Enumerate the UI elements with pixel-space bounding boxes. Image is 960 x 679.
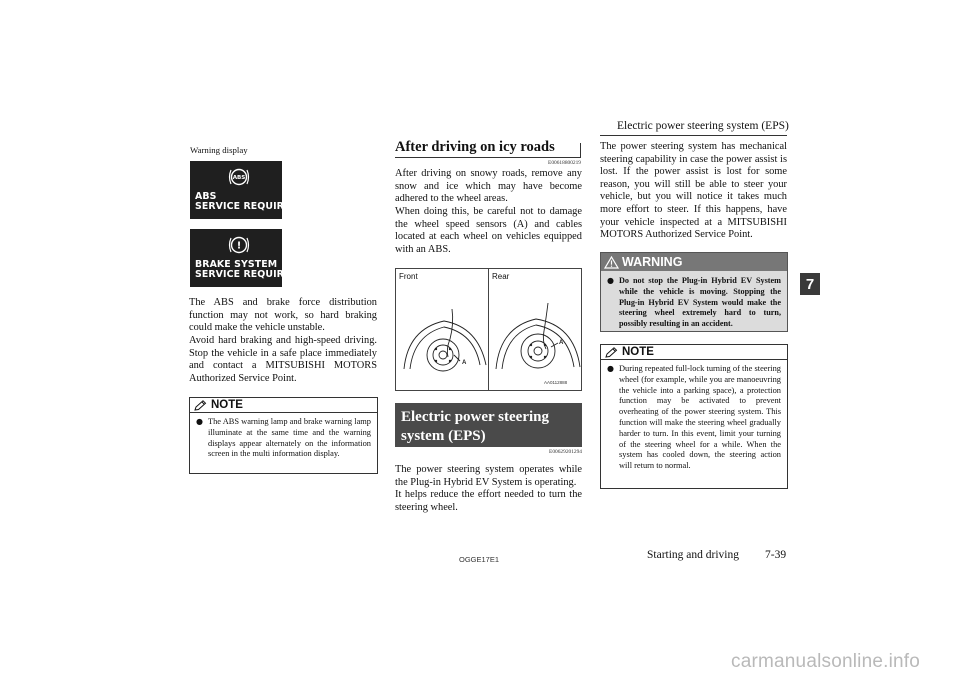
- right-note-box: [600, 344, 788, 489]
- brake-display-line-2: SERVICE REQUIRED: [195, 269, 299, 280]
- note-pencil-icon: [194, 400, 208, 411]
- figure-label-rear: Rear: [492, 272, 510, 281]
- warning-triangle-icon: [604, 256, 619, 269]
- note-pencil-icon: [605, 347, 619, 358]
- note-label: NOTE: [622, 346, 654, 358]
- bullet-icon: ●: [196, 417, 203, 426]
- list-item: [607, 276, 781, 330]
- abs-icon-text: ABS: [232, 175, 245, 182]
- heading-rule-end: [580, 143, 581, 158]
- icy-roads-paragraph-2: When doing this, be careful not to damage the wheel speed sensors (A) and cables located at each wheel on vehicles equipped with an ABS.: [395, 206, 582, 255]
- warning-label: WARNING: [622, 255, 683, 269]
- figure-label-front: Front: [399, 272, 418, 281]
- figure-code: AA0112888: [544, 380, 568, 385]
- bullet-icon: ●: [607, 364, 614, 373]
- brake-warning-lamp-icon: [227, 235, 251, 255]
- note-header: [190, 398, 377, 412]
- wheel-sensor-figure: [395, 268, 582, 391]
- left-note-box: [189, 397, 378, 474]
- note-item-text: The ABS warning lamp and brake warning lamp illuminate at the same time and the warning displays appear alternately on the information screen in the multi information display.: [208, 417, 371, 459]
- figure-callout-a-rear: A: [559, 340, 564, 346]
- abs-warning-display-image: [190, 161, 299, 219]
- abs-display-line-2: SERVICE REQUIRED: [195, 201, 299, 212]
- brake-warning-display-image: [190, 229, 299, 287]
- list-item: [607, 364, 781, 472]
- eps-paragraph-1: The power steering system operates while the Plug-in Hybrid EV System is operating.: [395, 464, 582, 488]
- eps-ref-code: E00629201294: [549, 449, 582, 455]
- abs-display-line-1: ABS: [195, 191, 217, 202]
- site-watermark: carmanualsonline.info: [731, 651, 921, 672]
- footer-section-name: Starting and driving: [647, 549, 739, 561]
- chapter-tab: 7: [800, 273, 820, 295]
- brake-icon-text: !: [236, 240, 241, 252]
- abs-paragraph-1: The ABS and brake force distribution function may not work, so hard braking could make the vehicle unstable.: [189, 297, 377, 334]
- brake-display-line-1: BRAKE SYSTEM: [195, 259, 278, 270]
- abs-warning-lamp-icon: [228, 167, 250, 187]
- bullet-icon: ●: [607, 276, 614, 285]
- note-label: NOTE: [211, 399, 243, 411]
- warning-box: [600, 252, 788, 332]
- icy-roads-ref-code: E00618800219: [548, 160, 581, 166]
- note-item-text: During repeated full-lock turning of the steering wheel (for example, while you are manoeuvring the vehicle into a parking space), a protection function may be activated to prevent overheating of the power steering system. This function will make the steering wheel gradually harder to turn. In this event, limit your turning of the steering wheel for a while. When the system has cooled down, the steering action will return to normal.: [619, 364, 781, 471]
- note-header: [601, 345, 787, 359]
- page-number: 7-39: [765, 549, 787, 561]
- heading-rule: [395, 157, 581, 158]
- abs-paragraph-2: Avoid hard braking and high-speed driving. Stop the vehicle in a safe place immediately and contact a MITSUBISHI MOTORS Authorized Service Point.: [189, 335, 377, 384]
- list-item: [196, 417, 371, 460]
- running-header-title: Electric power steering system (EPS): [617, 120, 789, 132]
- warning-header: [601, 253, 787, 271]
- eps-mechanical-paragraph: The power steering system has mechanical steering capability in case the power assist is lost. If the power assist is lost for some reason, you will still be able to steer your vehicle, but you will notice it takes much more effort to steer. If this happens, have your vehicle inspected at a MITSUBISHI MOTORS Authorized Service Point.: [600, 141, 787, 241]
- header-rule: [600, 135, 787, 136]
- figure-callout-a-front: A: [462, 360, 467, 366]
- icy-roads-paragraph-1: After driving on snowy roads, remove any snow and ice which may have become adhered to the wheel areas.: [395, 168, 582, 205]
- eps-section-heading: Electric power steering system (EPS): [395, 403, 582, 447]
- warning-item-text: Do not stop the Plug-in Hybrid EV System while the vehicle is moving. Stopping the Plug-in Hybrid EV System would make the steering wheel extremely hard to turn, possibly resulting in an accident.: [619, 276, 781, 329]
- wheel-sensor-drawing: [396, 269, 582, 390]
- icy-roads-heading: After driving on icy roads: [395, 139, 555, 155]
- eps-paragraph-2: It helps reduce the effort needed to turn the steering wheel.: [395, 489, 582, 513]
- warning-display-label: Warning display: [190, 145, 248, 155]
- document-code: OGGE17E1: [459, 555, 500, 564]
